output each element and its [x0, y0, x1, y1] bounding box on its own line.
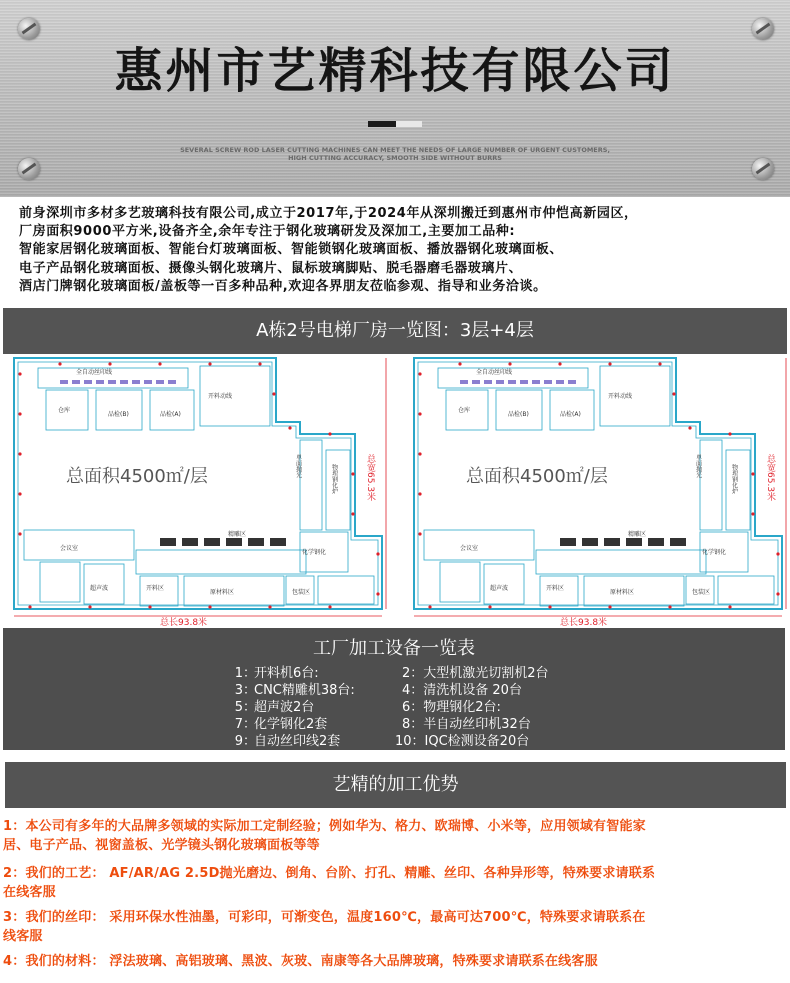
column-marker — [272, 392, 275, 395]
column-marker — [258, 362, 261, 365]
machine-marker — [496, 380, 504, 384]
room-label: 品检(B) — [108, 411, 129, 418]
column-marker — [208, 605, 211, 608]
room-label: 单面抛光 — [694, 454, 702, 478]
column-marker — [728, 605, 731, 608]
column-marker — [672, 392, 675, 395]
room-label: 品检(B) — [508, 411, 529, 418]
title-underline — [368, 121, 422, 127]
intro-line: 厂房面积9000平方米,设备齐全,余年专注于钢化玻璃研发及深加工,主要加工品种: — [19, 224, 516, 240]
depth-dimension: 总宽65.3米 — [765, 454, 775, 502]
column-marker — [18, 492, 21, 495]
header-tagline — [0, 146, 790, 162]
column-marker — [776, 552, 779, 555]
machine-marker — [96, 380, 104, 384]
column-marker — [288, 426, 291, 429]
company-title: 惠州市艺精科技有限公司 — [114, 43, 676, 99]
room-label: 仓库 — [458, 407, 471, 414]
machine-marker — [248, 538, 264, 546]
machine-marker — [556, 380, 564, 384]
room-outline — [700, 440, 722, 530]
column-marker — [558, 362, 561, 365]
advantage-line: 2：我们的工艺： AF/AR/AG 2.5D抛光磨边、倒角、台阶、打孔、精雕、丝印、各种异形等，特殊要求请联系 — [3, 866, 656, 881]
machine-marker — [182, 538, 198, 546]
column-marker — [28, 605, 31, 608]
column-marker — [18, 532, 21, 535]
room-outline — [318, 576, 374, 604]
machine-marker — [604, 538, 620, 546]
column-marker — [418, 532, 421, 535]
intro-line: 酒店门牌钢化玻璃面板/盖板等一百多种品种,欢迎各界朋友莅临参观、指导和业务洽谈。 — [19, 278, 547, 294]
room-outline — [718, 576, 774, 604]
column-marker — [376, 552, 379, 555]
column-marker — [548, 605, 551, 608]
column-marker — [268, 605, 271, 608]
advantage-line: 居、电子产品、视窗盖板、光学镜头钢化玻璃面板等等 — [3, 838, 320, 853]
column-marker — [508, 362, 511, 365]
room-label: 全自动丝印线 — [76, 369, 113, 376]
equipment-item: 自动丝印线2套 — [254, 734, 341, 749]
equipment-number: 9： — [234, 734, 256, 749]
equipment-row — [3, 696, 785, 713]
room-label: 超声波 — [90, 585, 109, 592]
floor-plans — [0, 354, 790, 628]
column-marker — [776, 592, 779, 595]
equipment-number: 3： — [234, 683, 256, 698]
column-marker — [418, 492, 421, 495]
depth-dimension: 总宽65.3米 — [365, 454, 375, 502]
column-marker — [751, 512, 754, 515]
intro-line: 智能家居钢化玻璃面板、智能台灯玻璃面板、智能锁钢化玻璃面板、播放器钢化玻璃面板、 — [19, 242, 564, 258]
equipment-row — [3, 713, 785, 730]
room-label: 开料区 — [146, 585, 165, 592]
column-marker — [608, 362, 611, 365]
room-outline — [136, 550, 306, 574]
room-label: 会议室 — [460, 545, 479, 552]
machine-marker — [648, 538, 664, 546]
room-label: 单面抛光 — [294, 454, 302, 478]
machine-marker — [144, 380, 152, 384]
equipment-item: 8：半自动丝印机32台 — [402, 717, 531, 732]
room-label: 开料动线 — [208, 393, 233, 400]
room-label: 品检(A) — [160, 411, 181, 418]
column-marker — [88, 605, 91, 608]
machine-marker — [168, 380, 176, 384]
room-outline — [438, 368, 588, 388]
column-marker — [428, 605, 431, 608]
room-label: 原材料区 — [210, 589, 235, 596]
machine-marker — [156, 380, 164, 384]
room-outline — [96, 390, 142, 430]
room-outline — [150, 390, 194, 430]
machine-marker — [160, 538, 176, 546]
header-banner — [0, 0, 790, 197]
area-label: 总面积4500㎡/层 — [66, 466, 208, 487]
room-label: 精雕区 — [228, 531, 247, 538]
room-outline — [484, 564, 524, 604]
column-marker — [418, 452, 421, 455]
equipment-item: 化学钢化2套 — [254, 717, 328, 732]
room-label: 化学钢化 — [702, 549, 727, 556]
column-marker — [688, 426, 691, 429]
machine-marker — [120, 380, 128, 384]
column-marker — [108, 362, 111, 365]
equipment-number: 7： — [234, 717, 256, 732]
machine-marker — [544, 380, 552, 384]
advantage-line: 3：我们的丝印： 采用环保水性油墨，可彩印，可渐变色，温度160℃，最高可达700℃，特殊要求请联系在 — [3, 910, 646, 925]
room-outline — [424, 530, 534, 560]
area-label: 总面积4500㎡/层 — [466, 466, 608, 487]
column-marker — [488, 605, 491, 608]
room-label: 包装区 — [292, 589, 311, 596]
floor-plan-4f — [400, 354, 790, 628]
advantage-line: 4：我们的材料： 浮法玻璃、高铝玻璃、黑波、灰玻、南康等各大品牌玻璃，特殊要求请联系在线客服 — [3, 954, 598, 969]
machine-marker — [472, 380, 480, 384]
column-marker — [418, 372, 421, 375]
tagline-line: SEVERAL SCREW ROD LASER CUTTING MACHINES CAN MEET THE NEEDS OF LARGE NUMBER OF URGENT CUSTOMERS, — [180, 146, 610, 154]
column-marker — [351, 472, 354, 475]
room-outline — [84, 564, 124, 604]
column-marker — [58, 362, 61, 365]
equipment-item: 6：物理钢化2台: — [402, 700, 501, 715]
advantage-item — [3, 864, 787, 902]
room-label: 精雕区 — [628, 531, 647, 538]
machine-marker — [60, 380, 68, 384]
width-dimension: 总长93.8米 — [560, 618, 608, 628]
room-label: 会议室 — [60, 545, 79, 552]
room-outline — [496, 390, 542, 430]
column-marker — [728, 432, 731, 435]
room-label: 化学钢化 — [302, 549, 327, 556]
room-label: 品检(A) — [560, 411, 581, 418]
machine-marker — [108, 380, 116, 384]
machine-marker — [84, 380, 92, 384]
room-label: 仓库 — [58, 407, 71, 414]
machine-marker — [270, 538, 286, 546]
equipment-item: 超声波2台 — [254, 700, 315, 715]
equipment-row — [3, 679, 785, 696]
room-outline — [300, 440, 322, 530]
equipment-item: 4：清洗机设备 20台 — [402, 683, 522, 698]
plans-section-title: A栋2号电梯厂房一览图：3层+4层 — [3, 308, 787, 354]
equipment-panel — [3, 628, 785, 750]
machine-marker — [72, 380, 80, 384]
machine-marker — [560, 538, 576, 546]
advantage-line: 在线客服 — [3, 885, 56, 900]
column-marker — [148, 605, 151, 608]
room-outline — [550, 390, 594, 430]
machine-marker — [460, 380, 468, 384]
intro-line: 前身深圳市多材多艺玻璃科技有限公司,成立于2017年,于2024年从深圳搬迁到惠州市仲恺高新园区， — [19, 206, 638, 221]
equipment-row — [3, 730, 785, 747]
equipment-item: CNC精雕机38台: — [254, 683, 355, 698]
machine-marker — [568, 380, 576, 384]
room-outline — [440, 562, 480, 602]
column-marker — [668, 605, 671, 608]
floor-plan-svg — [400, 354, 790, 628]
advantage-item — [3, 952, 787, 971]
column-marker — [376, 592, 379, 595]
machine-marker — [520, 380, 528, 384]
room-label: 包装区 — [692, 589, 711, 596]
advantages-section-title: 艺精的加工优势 — [5, 762, 786, 808]
column-marker — [158, 362, 161, 365]
room-outline — [38, 368, 188, 388]
room-label: 全自动丝印线 — [476, 369, 513, 376]
company-intro — [19, 205, 784, 296]
column-marker — [418, 412, 421, 415]
equipment-item: 2：大型机激光切割机2台 — [402, 666, 549, 681]
advantage-line: 线客服 — [3, 929, 43, 944]
room-label: 物理钢化炉 — [730, 464, 738, 494]
advantage-item — [3, 908, 787, 946]
column-marker — [208, 362, 211, 365]
tagline-line: HIGH CUTTING ACCURACY, SMOOTH SIDE WITHOUT BURRS — [288, 154, 502, 162]
column-marker — [658, 362, 661, 365]
machine-marker — [132, 380, 140, 384]
equipment-item: 10：IQC检测设备20台 — [395, 734, 530, 749]
column-marker — [328, 605, 331, 608]
machine-marker — [484, 380, 492, 384]
room-label: 物理钢化炉 — [330, 464, 338, 494]
equipment-title: 工厂加工设备一览表 — [313, 638, 475, 659]
room-label: 原材料区 — [610, 589, 635, 596]
column-marker — [18, 412, 21, 415]
column-marker — [351, 512, 354, 515]
column-marker — [608, 605, 611, 608]
intro-line: 电子产品钢化玻璃面板、摄像头钢化玻璃片、鼠标玻璃脚贴、脱毛器磨毛器玻璃片、 — [19, 260, 523, 276]
equipment-number: 5： — [234, 700, 256, 715]
equipment-number: 1： — [234, 666, 256, 681]
room-label: 开料区 — [546, 585, 565, 592]
column-marker — [328, 432, 331, 435]
column-marker — [18, 452, 21, 455]
machine-marker — [226, 538, 242, 546]
equipment-row — [3, 662, 785, 679]
machine-marker — [532, 380, 540, 384]
column-marker — [18, 372, 21, 375]
column-marker — [458, 362, 461, 365]
machine-marker — [508, 380, 516, 384]
advantage-item — [3, 817, 787, 855]
machine-marker — [626, 538, 642, 546]
room-outline — [24, 530, 134, 560]
room-label: 超声波 — [490, 585, 509, 592]
machine-marker — [670, 538, 686, 546]
column-marker — [751, 472, 754, 475]
room-outline — [536, 550, 706, 574]
room-outline — [40, 562, 80, 602]
room-label: 开料动线 — [608, 393, 633, 400]
machine-marker — [582, 538, 598, 546]
floor-plan-svg — [0, 354, 390, 628]
advantage-line: 1：本公司有多年的大品牌多领域的实际加工定制经验；例如华为、格力、欧瑞博、小米等，应用领域有智能家 — [3, 819, 646, 834]
floor-plan-3f — [0, 354, 390, 628]
width-dimension: 总长93.8米 — [160, 618, 208, 628]
machine-marker — [204, 538, 220, 546]
equipment-item: 开料机6台: — [254, 666, 319, 681]
